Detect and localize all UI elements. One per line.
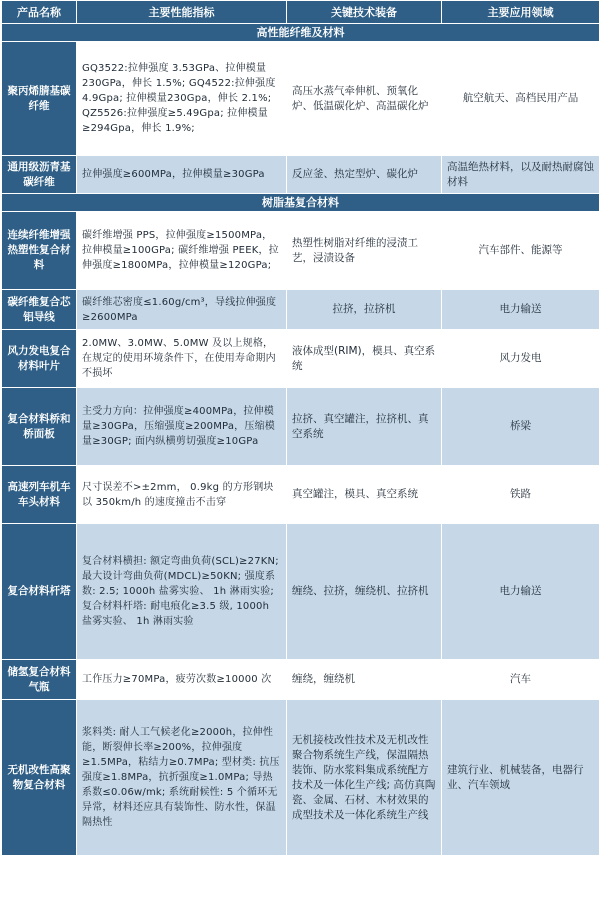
- key-equipment: 真空罐注，模具、真空系统: [287, 466, 442, 524]
- application-field: 汽车部件、能源等: [442, 212, 600, 290]
- table-row: [2, 700, 600, 856]
- performance-spec: 碳纤维增强 PPS，拉伸强度≥1500MPa，拉伸模量≥100GPa; 碳纤维增强 PEEK，拉伸强度≥1800MPa，拉伸模量≥120GPa;: [77, 212, 287, 290]
- section-row: [2, 194, 600, 212]
- performance-spec: 工作压力≥70MPa，疲劳次数≥10000 次: [77, 660, 287, 700]
- key-equipment: 拉挤，拉挤机: [287, 290, 442, 330]
- product-name: 无机改性高聚物复合材料: [2, 700, 77, 856]
- application-field: 电力输送: [442, 290, 600, 330]
- performance-spec: 浆料类: 耐人工气候老化≥2000h，拉伸性能，断裂伸长率≥200%，拉伸强度≥1.5MPa，粘结力≥0.7MPa; 型材类: 抗压强度≥1.8MPa，抗折强度≥1.0MPa; 导热系数≤0.06w/mk; 系统耐候性: 5 个循环无异常，材料还应具有装饰性、防水性，保温隔热性: [77, 700, 287, 856]
- performance-spec: 2.0MW、3.0MW、5.0MW 及以上规格，在规定的使用环境条件下，在使用寿命期内不损坏: [77, 330, 287, 388]
- application-field: 风力发电: [442, 330, 600, 388]
- application-field: 桥梁: [442, 388, 600, 466]
- header-row: [2, 1, 600, 24]
- performance-spec: 拉伸强度≥600MPa，拉伸模量≥30GPa: [77, 156, 287, 194]
- application-field: 铁路: [442, 466, 600, 524]
- key-equipment: 拉挤、真空罐注，拉挤机、真空系统: [287, 388, 442, 466]
- table-row: [2, 42, 600, 156]
- product-name: 风力发电复合材料叶片: [2, 330, 77, 388]
- performance-spec: 复合材料横担: 额定弯曲负荷(SCL)≥27KN; 最大设计弯曲负荷(MDCL)≥50KN; 强度系数: 2.5; 1000h 盐雾实验、 1h 淋雨实验; 复合材料杆塔: 耐电痕化≥3.5 级, 1000h 盐雾实验、 1h 淋雨实验: [77, 524, 287, 660]
- application-field: 建筑行业、机械装备，电器行业、汽车领域: [442, 700, 600, 856]
- materials-table-container: [1, 0, 599, 856]
- performance-spec: 碳纤维芯密度≤1.60g/cm³，导线拉伸强度≥2600MPa: [77, 290, 287, 330]
- header-product-name: 产品名称: [2, 1, 77, 24]
- section-row: [2, 24, 600, 42]
- key-equipment: 无机接枝改性技术及无机改性聚合物系统生产线，保温隔热装饰、防水浆料集成系统配方技术及一体化生产线; 高仿真陶瓷、金属、石材、木材效果的成型技术及一体化系统生产线: [287, 700, 442, 856]
- product-name: 复合材料桥和桥面板: [2, 388, 77, 466]
- product-name: 聚丙烯腈基碳纤维: [2, 42, 77, 156]
- application-field: 高温绝热材料，以及耐热耐腐蚀材料: [442, 156, 600, 194]
- performance-spec: 主受力方向：拉伸强度≥400MPa，拉伸模量≥30GPa，压缩强度≥200MPa，压缩模量≥30GP; 面内纵横剪切强度≥10GPa: [77, 388, 287, 466]
- header-equipment: 关键技术装备: [287, 1, 442, 24]
- key-equipment: 缠绕、拉挤，缠绕机、拉挤机: [287, 524, 442, 660]
- table-row: [2, 156, 600, 194]
- product-name: 碳纤维复合芯铝导线: [2, 290, 77, 330]
- table-row: [2, 388, 600, 466]
- section-title: 树脂基复合材料: [2, 194, 600, 212]
- table-row: [2, 212, 600, 290]
- section-title: 高性能纤维及材料: [2, 24, 600, 42]
- product-name: 储氢复合材料气瓶: [2, 660, 77, 700]
- header-application: 主要应用领域: [442, 1, 600, 24]
- table-row: [2, 660, 600, 700]
- table-row: [2, 330, 600, 388]
- table-row: [2, 524, 600, 660]
- product-name: 复合材料杆塔: [2, 524, 77, 660]
- table-row: [2, 466, 600, 524]
- materials-table: [1, 0, 600, 856]
- key-equipment: 热塑性树脂对纤维的浸渍工艺，浸渍设备: [287, 212, 442, 290]
- application-field: 航空航天、高档民用产品: [442, 42, 600, 156]
- performance-spec: GQ3522:拉伸强度 3.53GPa、拉伸模量 230GPa，伸长 1.5%; GQ4522:拉伸强度 4.9Gpa; 拉伸模量230Gpa，伸长 2.1%; QZ5526:拉伸强度≥5.49Gpa; 拉伸模量≥294Gpa，伸长 1.9%;: [77, 42, 287, 156]
- application-field: 汽车: [442, 660, 600, 700]
- key-equipment: 缠绕，缠绕机: [287, 660, 442, 700]
- performance-spec: 尺寸误差不>±2mm， 0.9kg 的方形钢块以 350km/h 的速度撞击不击穿: [77, 466, 287, 524]
- key-equipment: 液体成型(RIM)，模具、真空系统: [287, 330, 442, 388]
- product-name: 连续纤维增强热塑性复合材料: [2, 212, 77, 290]
- table-row: [2, 290, 600, 330]
- application-field: 电力输送: [442, 524, 600, 660]
- key-equipment: 高压水蒸气牵伸机、预氧化炉、低温碳化炉、高温碳化炉: [287, 42, 442, 156]
- product-name: 通用级沥青基碳纤维: [2, 156, 77, 194]
- header-performance: 主要性能指标: [77, 1, 287, 24]
- product-name: 高速列车机车车头材料: [2, 466, 77, 524]
- key-equipment: 反应釜、热定型炉、碳化炉: [287, 156, 442, 194]
